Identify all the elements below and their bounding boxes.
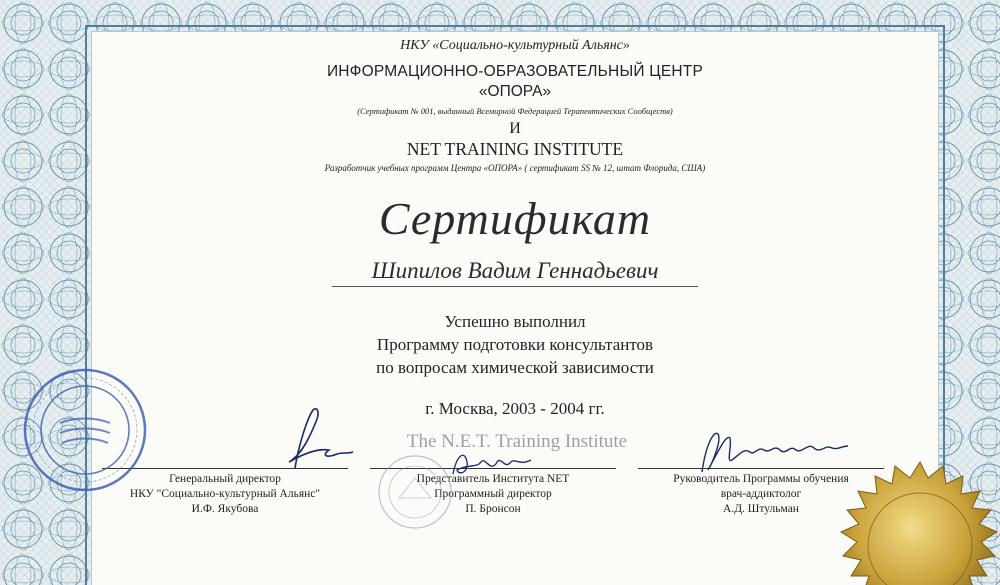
certificate-panel — [92, 32, 938, 585]
signatory-3-title: врач-аддиктолог — [720, 488, 802, 500]
partner-name: NET TRAINING INSTITUTE — [406, 139, 624, 159]
signatory-1-name: И.Ф. Якубова — [191, 503, 259, 515]
signature-shtulman — [692, 424, 852, 479]
issuer-line-2: ИНФОРМАЦИОННО-ОБРАЗОВАТЕЛЬНЫЙ ЦЕНТР — [326, 63, 704, 80]
signature-yakubova — [277, 404, 357, 474]
body-line-1: Успешно выполнил — [444, 312, 586, 331]
signatory-1-org: НКУ "Социально-культурный Альянс" — [129, 488, 321, 500]
partner-note: Разработчик учебных программ Центра «ОПОРА» ( сертификат SS № 12, штат Флорида, США) — [324, 163, 706, 173]
recipient-underline — [332, 286, 698, 287]
issuer-line-3: «ОПОРА» — [478, 83, 552, 100]
gold-seal — [835, 460, 1000, 585]
watermark-text: The N.E.T. Training Institute — [406, 431, 628, 452]
signatory-3-role: Руководитель Программы обучения — [673, 473, 849, 485]
place-date: г. Москва, 2003 - 2004 гг. — [425, 399, 605, 418]
signatory-2-role: Представитель Института NET — [416, 473, 570, 485]
embossed-seal — [375, 452, 455, 532]
signatory-3-name: А.Д. Штульман — [723, 503, 799, 515]
signatory-1-role: Генеральный директор — [169, 473, 281, 485]
issuer-line-1: НКУ «Социально-культурный Альянс» — [400, 38, 630, 53]
issuer-note: (Сертификат № 001, выданный Всемирной Федерацией Терапевтических Сообществ) — [357, 106, 673, 116]
signatory-2-title: Программный директор — [434, 488, 552, 500]
round-stamp — [20, 365, 150, 495]
body-line-2: Программу подготовки консультантов — [376, 335, 654, 354]
certificate-title: Сертификат — [378, 193, 652, 244]
signatory-2-name: П. Бронсон — [465, 503, 521, 515]
conjunction: И — [509, 120, 521, 137]
recipient-name: Шипилов Вадим Геннадьевич — [371, 258, 659, 283]
body-line-3: по вопросам химической зависимости — [376, 358, 654, 377]
